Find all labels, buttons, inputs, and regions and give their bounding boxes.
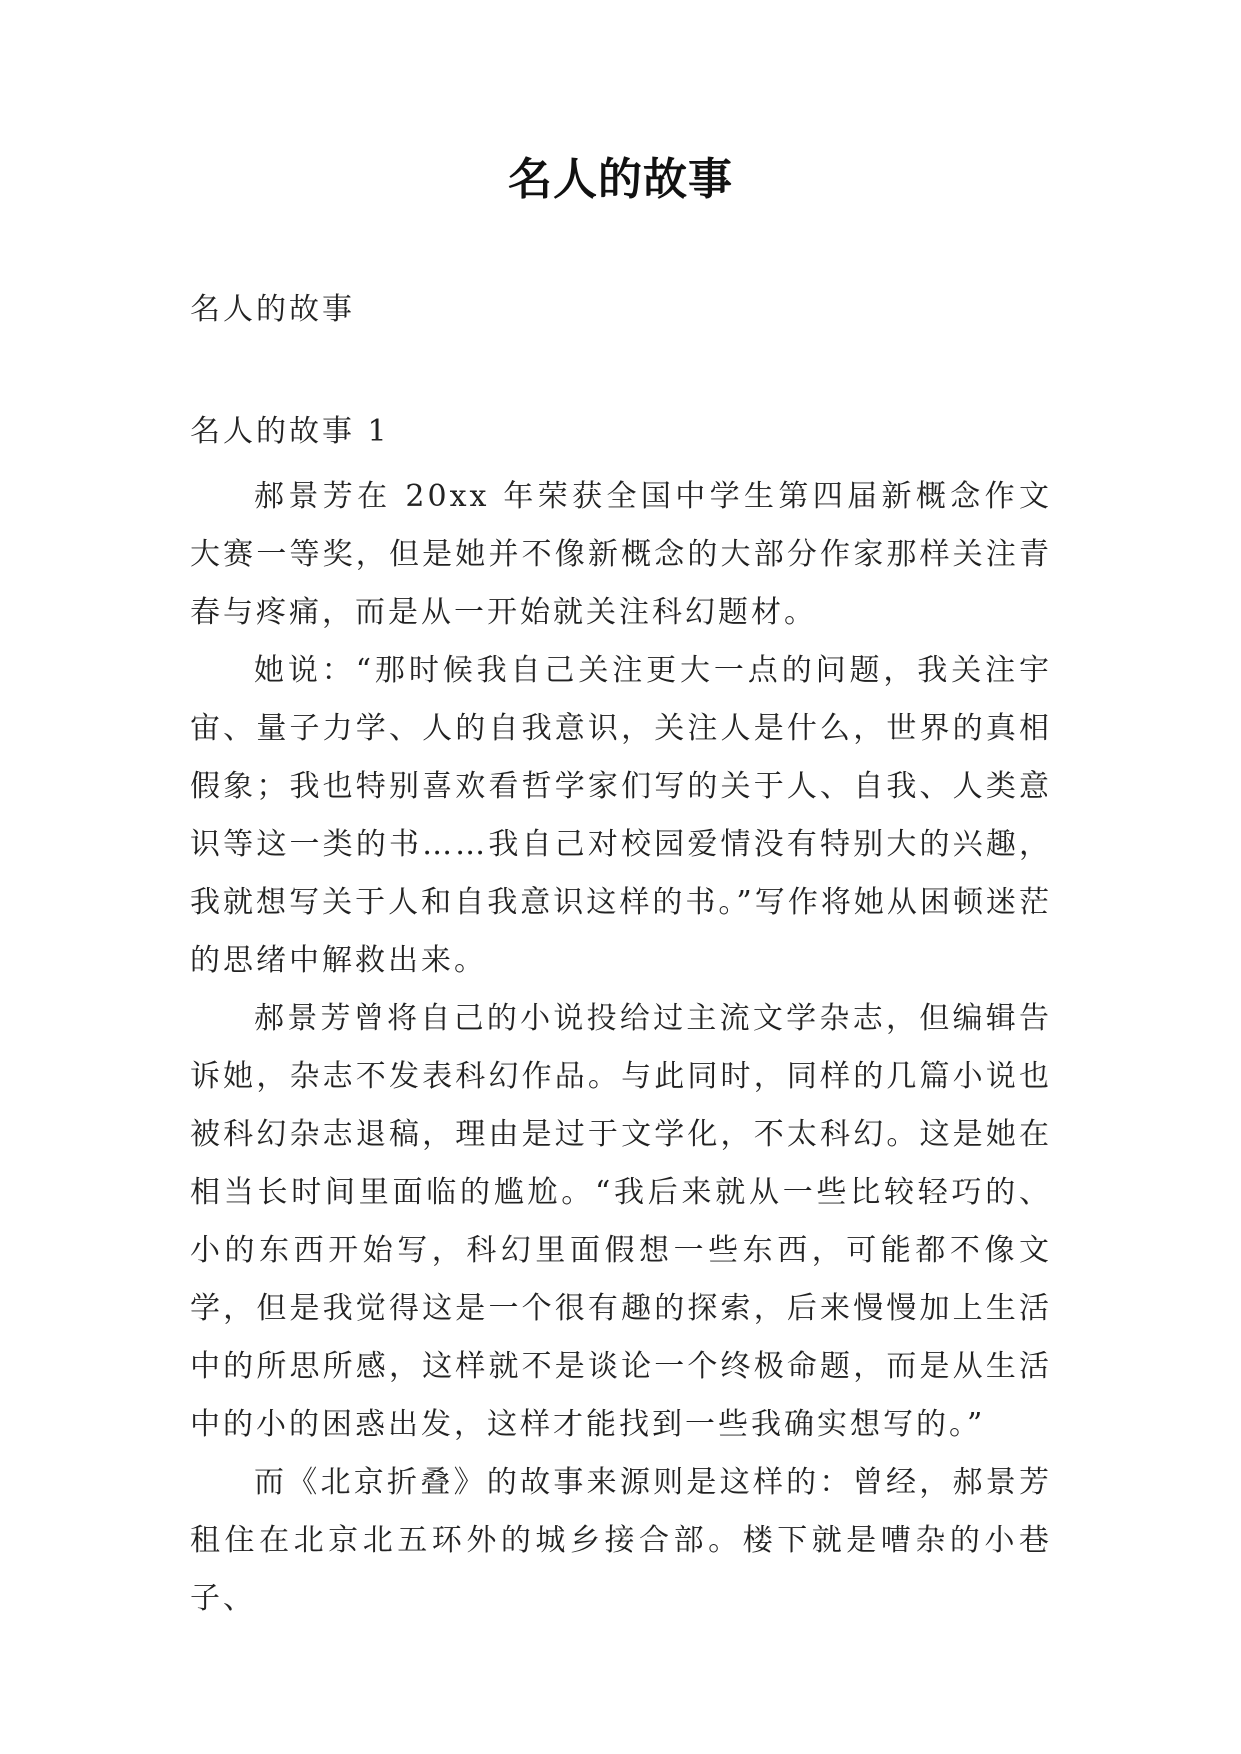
document-subtitle: 名人的故事 bbox=[190, 292, 355, 327]
section-heading: 名人的故事 1 bbox=[190, 414, 390, 449]
paragraph-2: 她说：“那时候我自己关注更大一点的问题，我关注宇宙、量子力学、人的自我意识，关注人是什么，世界的真相假象；我也特别喜欢看哲学家们写的关于人、自我、人类意识等这一类的书……我自己对校园爱情没有特别大的兴趣，我就想写关于人和自我意识这样的书。”写作将她从困顿迷茫的思绪中解救出来。 bbox=[190, 653, 1052, 978]
paragraph-1: 郝景芳在 20xx 年荣获全国中学生第四届新概念作文大赛一等奖，但是她并不像新概念的大部分作家那样关注青春与疼痛，而是从一开始就关注科幻题材。 bbox=[190, 479, 1052, 630]
paragraph-4: 而《北京折叠》的故事来源则是这样的：曾经，郝景芳租住在北京北五环外的城乡接合部。楼下就是嘈杂的小巷子、 bbox=[190, 1465, 1052, 1616]
document-title: 名人的故事 bbox=[508, 154, 733, 205]
paragraph-3: 郝景芳曾将自己的小说投给过主流文学杂志，但编辑告诉她，杂志不发表科幻作品。与此同时，同样的几篇小说也被科幻杂志退稿，理由是过于文学化，不太科幻。这是她在相当长时间里面临的尴尬。“我后来就从一些比较轻巧的、小的东西开始写，科幻里面假想一些东西，可能都不像文学，但是我觉得这是一个很有趣的探索，后来慢慢加上生活中的所思所感，这样就不是谈论一个终极命题，而是从生活中的小的困惑出发，这样才能找到一些我确实想写的。” bbox=[190, 1001, 1052, 1442]
document-body bbox=[190, 468, 1052, 1628]
